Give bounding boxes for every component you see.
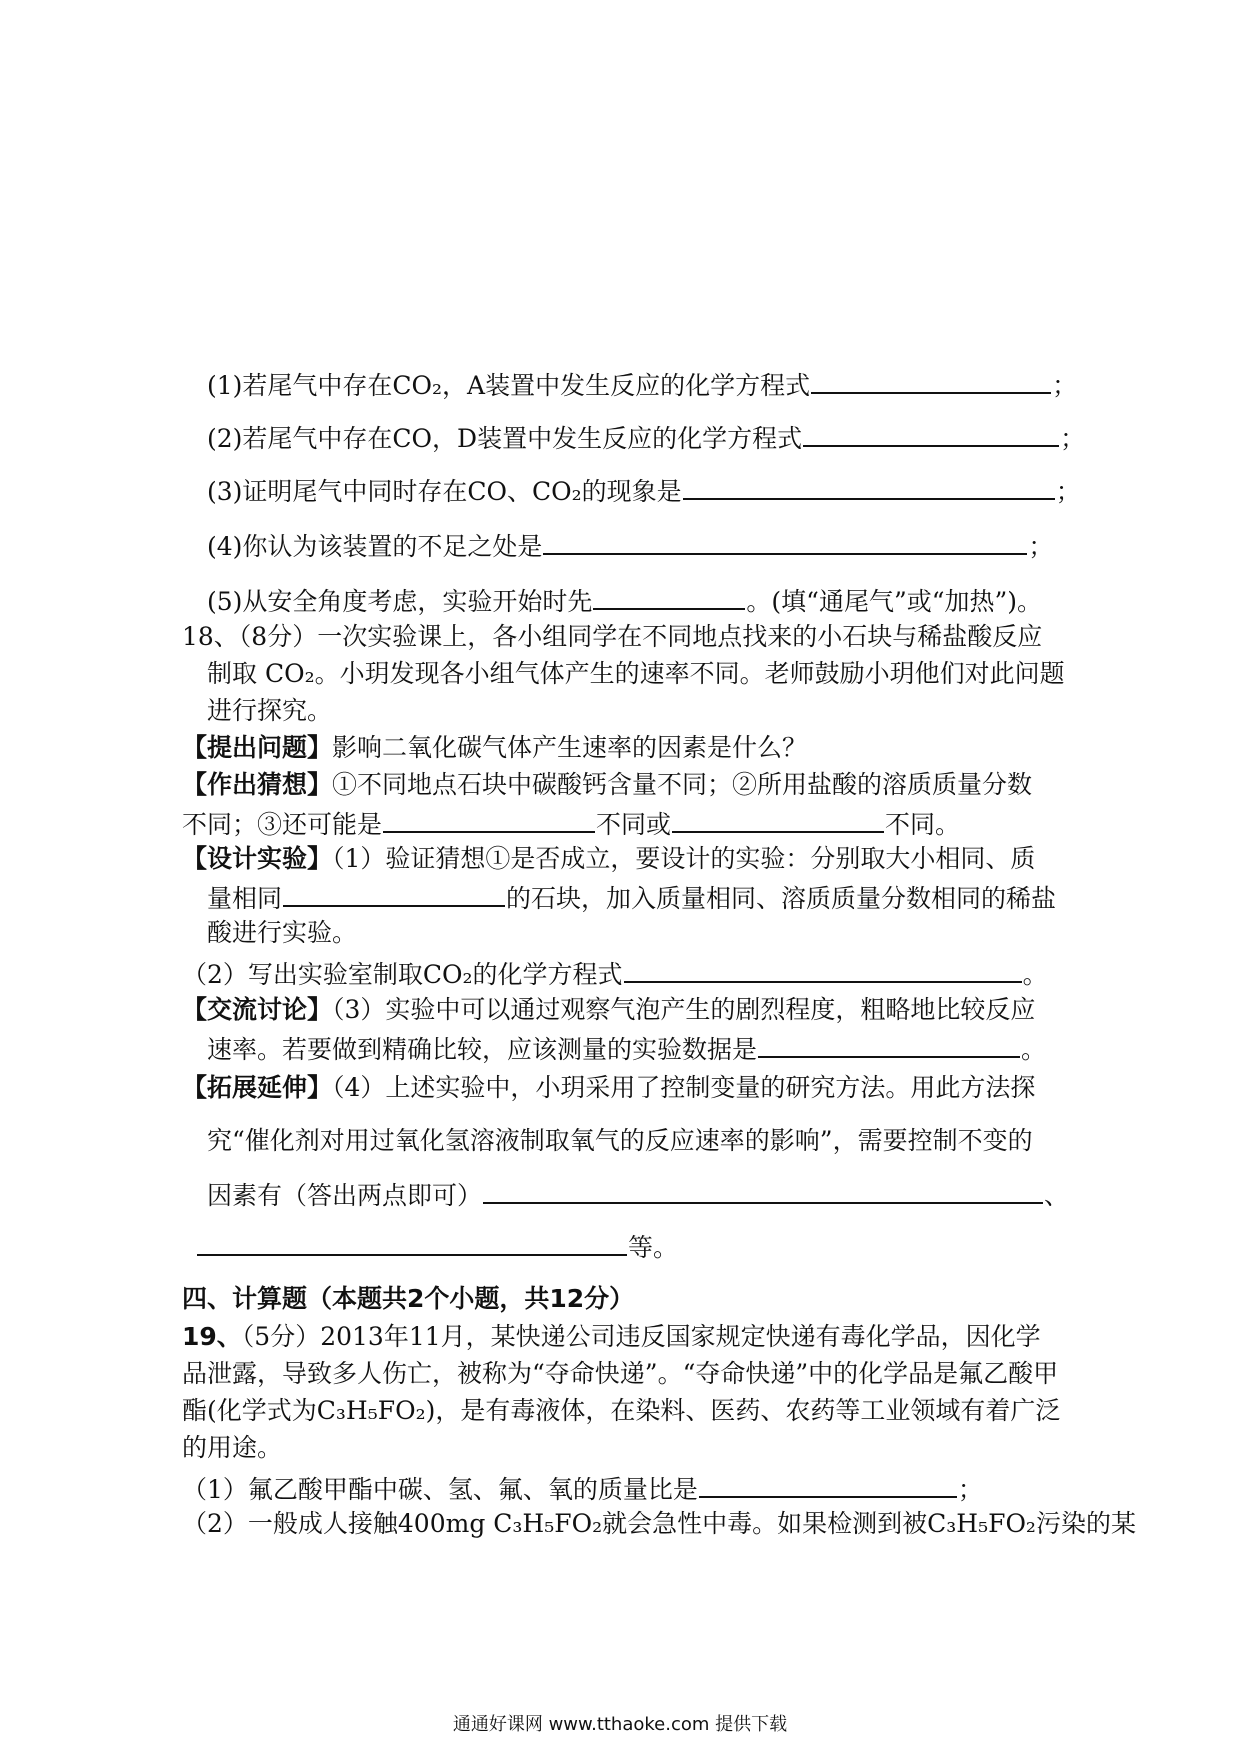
q19-sub-1a: （1）氟乙酸甲酯中碳、氢、氟、氧的质量比是: [182, 1475, 698, 1504]
q18-design: [182, 842, 1035, 876]
q19-line-4: 的用途。: [182, 1433, 283, 1462]
section-4-title: 四、计算题（本题共2个小题，共12分）: [182, 1284, 635, 1313]
guess-2c: 不同。: [885, 810, 961, 839]
q18-extend: [182, 1071, 1035, 1105]
q17-item-2-text: (2)若尾气中存在CO，D装置中发生反应的化学方程式: [207, 424, 803, 453]
q19-number: 19、: [182, 1322, 242, 1351]
answer-blank[interactable]: [283, 879, 505, 907]
q19-line-1: [182, 1320, 1041, 1354]
design-text: （1）验证猜想①是否成立，要设计的实验：分别取大小相同、质: [332, 844, 1036, 873]
q17-item-4-end: ；: [1028, 532, 1054, 561]
q19-sub-1: [182, 1470, 983, 1507]
ask-text: 影响二氧化碳气体产生速率的因素是什么？: [332, 733, 808, 762]
q17-item-3-text: (3)证明尾气中同时存在CO、CO₂的现象是: [207, 477, 682, 506]
q17-item-5-end: 。(填“通尾气”或“加热”)。: [746, 587, 1043, 616]
guess-label: 【作出猜想】: [182, 770, 333, 799]
q19-line-2: 品泄露，导致多人伤亡，被称为“夺命快递”。“夺命快递”中的化学品是氟乙酸甲: [182, 1359, 1059, 1388]
q18-ask: [182, 731, 807, 765]
guess-text: ①不同地点石块中碳酸钙含量不同；②所用盐酸的溶质质量分数: [332, 770, 1033, 799]
answer-blank[interactable]: [624, 955, 1022, 983]
q18-design-2: [207, 879, 1056, 916]
q19-sub-2: （2）一般成人接触400mg C₃H₅FO₂就会急性中毒。如果检测到被C₃H₅FO₂污染的某: [182, 1509, 1136, 1538]
q17-item-3: [207, 472, 1081, 509]
q18-discuss-2: [207, 1030, 1046, 1067]
q19-line-1-text: （5分）2013年11月，某快递公司违反国家规定快递有毒化学品，因化学: [241, 1322, 1041, 1351]
extend-text: （4）上述实验中，小玥采用了控制变量的研究方法。用此方法探: [332, 1073, 1036, 1102]
page-footer: 通通好课网 www.tthaoke.com 提供下载: [452, 1714, 788, 1735]
q17-item-3-end: ；: [1055, 477, 1081, 506]
answer-blank[interactable]: [803, 419, 1059, 447]
q18-extend-2: 究“催化剂对用过氧化氢溶液制取氧气的反应速率的影响”，需要控制不变的: [207, 1126, 1033, 1155]
q17-item-1-text: (1)若尾气中存在CO₂，A装置中发生反应的化学方程式: [207, 371, 811, 400]
q17-item-5-text: (5)从安全角度考虑，实验开始时先: [207, 587, 593, 616]
discuss-2b: 。: [1021, 1035, 1047, 1064]
design-4a: （2）写出实验室制取CO₂的化学方程式: [182, 960, 623, 989]
discuss-text: （3）实验中可以通过观察气泡产生的剧烈程度，粗略地比较反应: [332, 995, 1036, 1024]
q19-sub-1b: ；: [957, 1475, 983, 1504]
answer-blank[interactable]: [811, 366, 1051, 394]
q18-guess-2: [182, 805, 960, 842]
answer-blank[interactable]: [543, 527, 1027, 555]
extend-3b: 、: [1044, 1181, 1070, 1210]
guess-2b: 不同或: [596, 810, 672, 839]
answer-blank[interactable]: [758, 1030, 1020, 1058]
q18-line-1: 18、（8分）一次实验课上，各小组同学在不同地点找来的小石块与稀盐酸反应: [182, 622, 1043, 651]
answer-blank[interactable]: [197, 1228, 627, 1256]
q18-guess: [182, 768, 1032, 802]
extend-4: 等。: [628, 1233, 679, 1262]
answer-blank[interactable]: [699, 1470, 957, 1498]
q19-line-3: 酯(化学式为C₃H₅FO₂)，是有毒液体，在染料、医药、农药等工业领域有着广泛: [182, 1396, 1061, 1425]
q18-discuss: [182, 993, 1035, 1027]
q17-item-4-text: (4)你认为该装置的不足之处是: [207, 532, 543, 561]
design-2b: 的石块，加入质量相同、溶质质量分数相同的稀盐: [506, 884, 1057, 913]
answer-blank[interactable]: [672, 805, 884, 833]
discuss-label: 【交流讨论】: [182, 995, 333, 1024]
extend-label: 【拓展延伸】: [182, 1073, 333, 1102]
design-4b: 。: [1022, 960, 1048, 989]
q17-item-4: [207, 527, 1053, 564]
answer-blank[interactable]: [683, 472, 1055, 500]
q17-item-2-end: ；: [1060, 424, 1086, 453]
extend-3a: 因素有（答出两点即可）: [207, 1181, 483, 1210]
q18-design-4: [182, 955, 1048, 992]
q18-design-3: 酸进行实验。: [207, 918, 358, 947]
guess-2a: 不同；③还可能是: [182, 810, 383, 839]
q18-extend-4: [196, 1228, 678, 1265]
design-label: 【设计实验】: [182, 844, 333, 873]
answer-blank[interactable]: [593, 582, 745, 610]
q18-extend-3: [207, 1176, 1069, 1213]
answer-blank[interactable]: [383, 805, 595, 833]
answer-blank[interactable]: [483, 1176, 1043, 1204]
ask-label: 【提出问题】: [182, 733, 333, 762]
q18-line-2: 制取 CO₂。小玥发现各小组气体产生的速率不同。老师鼓励小玥他们对此问题: [207, 659, 1065, 688]
q17-item-2: [207, 419, 1085, 456]
q17-item-1-end: ；: [1052, 371, 1078, 400]
q17-item-1: [207, 366, 1077, 403]
q18-line-3: 进行探究。: [207, 696, 333, 725]
discuss-2a: 速率。若要做到精确比较，应该测量的实验数据是: [207, 1035, 758, 1064]
design-2a: 量相同: [207, 884, 283, 913]
q17-item-5: [207, 582, 1042, 619]
